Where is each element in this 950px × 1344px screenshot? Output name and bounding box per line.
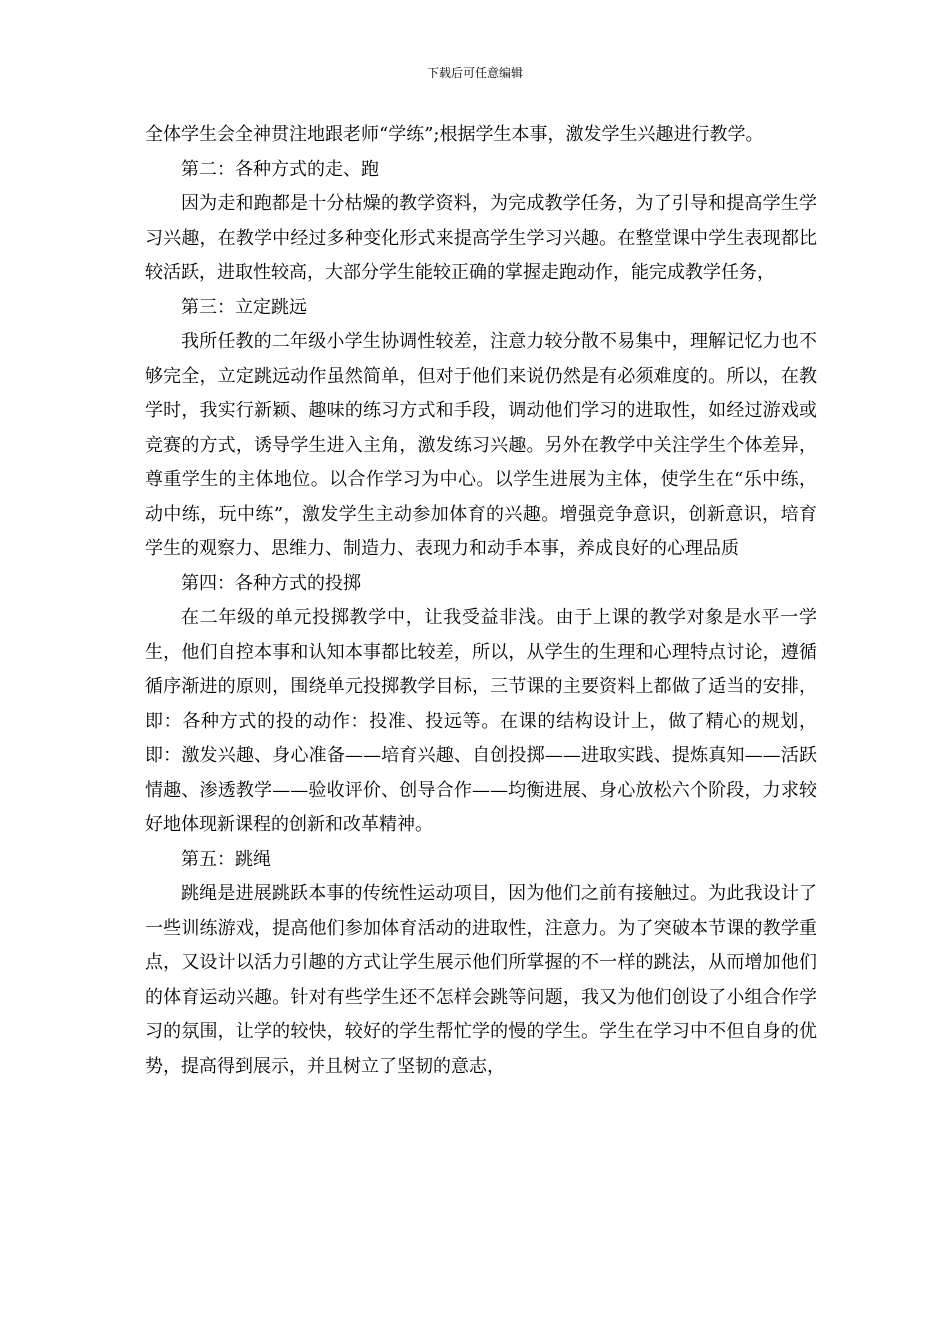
page-header: 下载后可任意编辑	[426, 66, 523, 80]
document-body	[145, 118, 817, 1084]
paragraph-throwing: 在二年级的单元投掷教学中，让我受益非浅。由于上课的教学对象是水平一学生，他们自控本事和认知本事都比较差，所以，从学生的生理和心理特点讨论，遵循循序渐进的原则，围绕单元投掷教学目标，三节课的主要资料上都做了适当的安排，即：各种方式的投的动作：投准、投远等。在课的结构设计上，做了精心的规划，即：激发兴趣、身心准备——培育兴趣、自创投掷——进取实践、提炼真知——活跃情趣、渗透教学——验收评价、创导合作——均衡进展、身心放松六个阶段，力求较好地体现新课程的创新和改革精神。	[145, 607, 817, 835]
section-heading-4: 第四：各种方式的投掷	[181, 572, 361, 594]
section-heading-3: 第三：立定跳远	[181, 296, 307, 318]
section-heading-2: 第二：各种方式的走、跑	[181, 158, 379, 180]
paragraph-continuation: 全体学生会全神贯注地跟老师“学练”;根据学生本事，激发学生兴趣进行教学。	[145, 124, 764, 145]
paragraph-walk-run: 因为走和跑都是十分枯燥的教学资料，为完成教学任务，为了引导和提高学生学习兴趣，在教学中经过多种变化形式来提高学生学习兴趣。在整堂课中学生表现都比较活跃，进取性较高，大部分学生能较正确的掌握走跑动作，能完成教学任务，	[145, 193, 817, 283]
paragraph-long-jump: 我所任教的二年级小学生协调性较差，注意力较分散不易集中，理解记忆力也不够完全，立定跳远动作虽然简单，但对于他们来说仍然是有必须难度的。所以，在教学时，我实行新颖、趣味的练习方式和手段，调动他们学习的进取性，如经过游戏或竞赛的方式，诱导学生进入主角，激发练习兴趣。另外在教学中关注学生个体差异，尊重学生的主体地位。以合作学习为中心。以学生进展为主体，使学生在“乐中练，动中练，玩中练”，激发学生主动参加体育的兴趣。增强竞争意识，创新意识，培育学生的观察力、思维力、制造力、表现力和动手本事，养成良好的心理品质	[145, 331, 817, 559]
paragraph-jump-rope: 跳绳是进展跳跃本事的传统性运动项目，因为他们之前有接触过。为此我设计了一些训练游戏，提高他们参加体育活动的进取性，注意力。为了突破本节课的教学重点，又设计以活力引趣的方式让学生展示他们所掌握的不一样的跳法，从而增加他们的体育运动兴趣。针对有些学生还不怎样会跳等问题，我又为他们创设了小组合作学习的氛围，让学的较快，较好的学生帮忙学的慢的学生。学生在学习中不但自身的优势，提高得到展示，并且树立了坚韧的意志，	[145, 883, 817, 1077]
section-heading-5: 第五：跳绳	[181, 848, 271, 870]
